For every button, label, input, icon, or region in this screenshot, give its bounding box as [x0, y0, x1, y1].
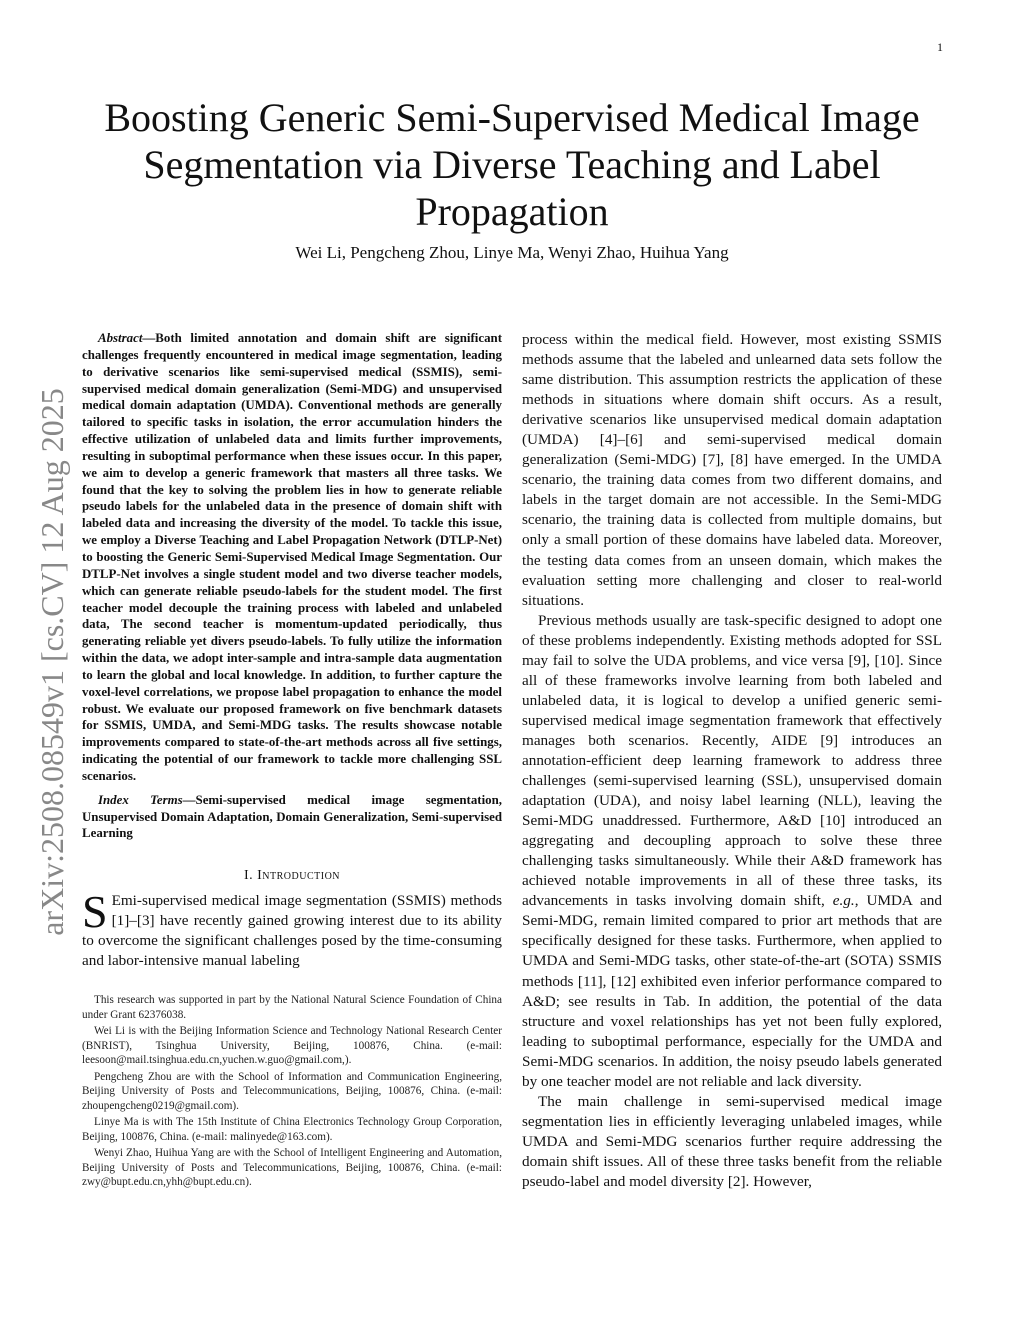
section-heading-introduction — [82, 868, 502, 884]
footnote-affiliation: Wei Li is with the Beijing Information Science and Technology National Research Center (BNRIST), Tsinghua University, Beijing, 100876, China. (e-mail: leesoon@mail.tsinghua.edu.cn,yuchen.w.guo@gmail.com,). — [82, 1025, 502, 1067]
footnote-affiliation: Pengcheng Zhou are with the School of Information and Communication Engineering, Beijing University of Posts and Telecommunications, Beijing, 100876, China. (e-mail: zhoupengcheng0219@gmail.com). — [82, 1070, 502, 1112]
index-terms — [82, 792, 502, 843]
page-number: 1 — [937, 40, 943, 54]
abstract-text: —Both limited annotation and domain shift are significant challenges frequently encountered in medical image segmentation, leading to derivative scenarios like semi-supervised medical (SSMIS), semi-supervised medical domain generalization (Semi-MDG) and unsupervised medical domain adaptation (UMDA). Conventional methods are generally tailored to specific tasks in isolation, the error accumulation hinders the effective utilization of unlabeled data and limits further improvements, resulting in suboptimal performance when these issues occur. In this paper, we aim to develop a generic framework that masters all three tasks. We found that the key to solving the problem lies in how to generate reliable pseudo labels for the unlabeled data in the presence of domain shift with labeled data and increasing the diversity of the model. To tackle this issue, we employ a Diverse Teaching and Label Propagation Network (DTLP-Net) to boosting the Generic Semi-Supervised Medical Image Segmentation. Our DTLP-Net involves a single student model and two diverse teacher models, which can generate reliable pseudo-labels for the student model. The first teacher model decouple the training process with labeled and unlabeled data, The second teacher is momentum-updated periodically, thus generating reliable yet divers pseudo-labels. To fully utilize the information within the data, we adopt inter-sample and intra-sample data augmentation to learn the global and local knowledge. In addition, to further capture the voxel-level correlations, we propose label propagation to enhance the model robust. We evaluate our proposed framework on five benchmark datasets for SSMIS, UMDA, and Semi-MDG tasks. The results showcase notable improvements compared to state-of-the-art methods across all five settings, indicating the potential of our framework to tackle more challenging SSL scenarios. — [82, 331, 502, 783]
footnote-affiliation: Linye Ma is with The 15th Institute of China Electronics Technology Group Corporation, Beijing, 100876, China. (e-mail: malinyede@163.com). — [82, 1116, 502, 1143]
footnotes — [82, 993, 502, 1190]
abstract-label: Abstract — [98, 331, 143, 345]
arxiv-side-identifier: arXiv:2508.08549v1 [cs.CV] 12 Aug 2025 — [34, 388, 70, 936]
body-paragraph: The main challenge in semi-supervised medical image segmentation lies in efficiently leveraging unlabeled images, while UMDA and Semi-MDG scenarios further require addressing the domain shift issues. All of these three tasks benefit from the reliable pseudo-label and model diversity [2]. However, — [522, 1092, 942, 1190]
footnote-funding: This research was supported in part by the National Natural Science Foundation of China under Grant 62376038. — [82, 994, 502, 1021]
intro-text: Emi-supervised medical image segmentation (SSMIS) methods [1]–[3] have recently gained growing interest due to its ability to overcome the significant challenges posed by the time-consuming and labor-intensive manual labeling — [82, 892, 502, 970]
index-terms-label: Index Terms — [98, 792, 183, 807]
body-text-span: Previous methods usually are task-specific designed to adopt one of these problems independently. Existing methods adopted for SSL may fail to solve the UDA problems, and vice versa [9], [10]. Since all of these frameworks involve learning from both labeled and unlabeled data, it is logical to develop a unified generic semi-supervised medical image segmentation framework that effectively manages both scenarios. Recently, AIDE [9] introduces an annotation-efficient deep learning framework to address three challenges (semi-supervised learning (SSL), unsupervised domain adaptation (UDA), and noisy label learning (NLL), leaving the Semi-MDG unaddressed. Furthermore, A&D [10] introduced an aggregating and decoupling approach to solve these three challenging tasks simultaneously. While their A&D framework has achieved notable improvements in all of these three tasks, its advancements in tasks involving domain shift, — [522, 611, 942, 910]
left-column — [82, 330, 502, 1192]
body-text-italic: e.g. — [832, 892, 855, 910]
index-terms-text: —Semi-supervised medical image segmentation, Unsupervised Domain Adaptation, Domain Generalization, Semi-supervised Learning — [82, 792, 502, 841]
section-number: I. — [243, 868, 254, 884]
section-title: Introduction — [257, 868, 341, 884]
drop-cap: S — [82, 886, 108, 938]
paper-title: Boosting Generic Semi-Supervised Medical Image Segmentation via Diverse Teaching and Label Propagation — [104, 95, 920, 234]
footnote-affiliation: Wenyi Zhao, Huihua Yang are with the School of Intelligent Engineering and Automation, Beijing University of Posts and Telecommunications, Beijing, 100876, China. (e-mail: zwy@bupt.edu.cn,yhh@bupt.edu.cn). — [82, 1147, 502, 1189]
right-column — [522, 330, 942, 1192]
intro-paragraph — [82, 886, 502, 971]
body-paragraph — [522, 611, 942, 1092]
body-text-span: , UMDA and Semi-MDG, remain limited compared to prior art methods that are specifically designed for these tasks. Furthermore, when applied to UMDA and Semi-MDG tasks, other state-of-the-art (SOTA) SSMIS methods [11], [12] exhibited even inferior performance compared to A&D; see results in Tab. In addition, the potential of the data structure and voxel relationships has yet not been fully explored, leading to suboptimal performance, especially for the UMDA and Semi-MDG scenarios. In addition, the noisy pseudo labels generated by one teacher model are not reliable and lack diversity. — [522, 892, 942, 1090]
author-list: Wei Li, Pengcheng Zhou, Linye Ma, Wenyi Zhao, Huihua Yang — [295, 243, 729, 262]
body-paragraph: process within the medical field. However, most existing SSMIS methods assume that the labeled and unlearned data sets follow the same distribution. This assumption restricts the application of these methods in situations where domain shift occurs. As a result, derivative scenarios like unsupervised medical domain adaptation (UMDA) [4]–[6] and semi-supervised medical domain generalization (Semi-MDG) [7], [8] have emerged. In the UMDA scenario, the training data comes from two different domains, and labels in the target domain are not accessible. In the Semi-MDG scenario, the training data is collected from multiple domains, but only a small portion of these domains have labeled data. Moreover, the testing data comes from an unseen domain, which makes the evaluation setting more challenging and closer to real-world situations. — [522, 331, 942, 609]
abstract — [82, 330, 502, 785]
